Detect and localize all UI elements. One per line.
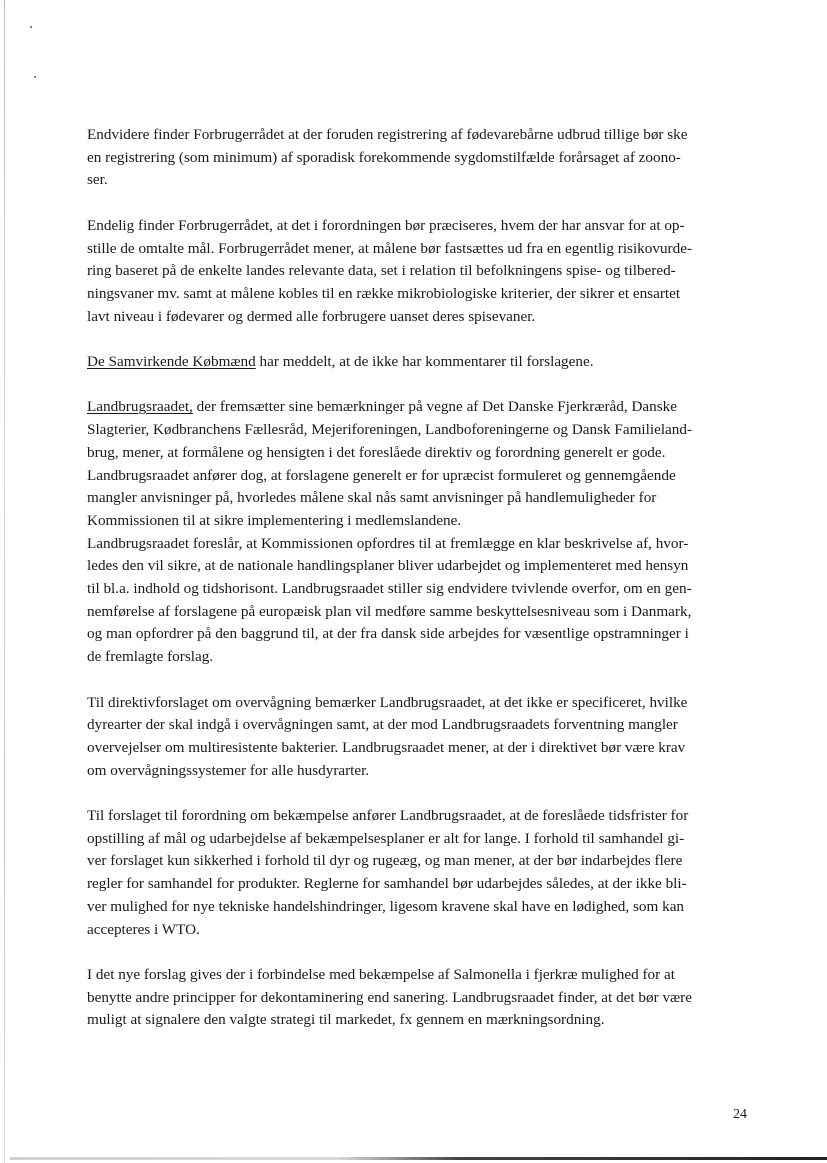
text-segment: der fremsætter sine bemærkninger på vegne af Det Danske Fjerkræråd, Danske	[192, 398, 678, 416]
text-segment: har meddelt, at de ikke har kommentarer til forslagene.	[255, 353, 594, 370]
text-line: ver mulighed for nye tekniske handelshindringer, ligesom kravene skal have en lødighed, som kan	[87, 897, 685, 915]
text-line	[87, 396, 747, 419]
text-line: Kommissionen til at sikre implementering i medlemslandene.	[87, 511, 462, 529]
organization-name-underlined: Landbrugsraadet,	[87, 398, 193, 416]
text-line: ver forslaget kun sikkerhed i forhold til dyr og rugeæg, og man mener, at der bør indarbejdes flere	[87, 852, 683, 870]
page-number: 24	[733, 1107, 747, 1122]
text-line: Landbrugsraadet anfører dog, at forslagene generelt er for upræcist formuleret og gennemgående	[87, 466, 676, 484]
text-line: til bl.a. indhold og tidshorisont. Landbrugsraadet stiller sig endvidere tvivlende overfor, om en gen-	[87, 580, 692, 598]
paragraph-samvirkende-koebmaend	[87, 351, 747, 374]
text-line: regler for samhandel for produkter. Reglerne for samhandel bør udarbejdes således, at der ikke bli-	[87, 875, 687, 893]
text-line: opstilling af mål og udarbejdelse af bekæmpelsesplaner er alt for lange. I forhold til samhandel gi-	[87, 829, 685, 847]
text-line: stille de omtalte mål. Forbrugerrådet mener, at målene bør fastsættes ud fra en egentlig risikovurde-	[87, 239, 693, 257]
text-line: de fremlagte forslag.	[87, 648, 214, 666]
paragraph-forbrugerraadet-registrering	[87, 124, 747, 192]
organization-name-underlined: De Samvirkende Købmænd	[87, 353, 256, 370]
text-line: ring baseret på de enkelte landes relevante data, set i relation til befolkningens spise- og tilbered-	[87, 262, 676, 280]
text-line	[87, 351, 747, 374]
paragraph-forbrugerraadet-ansvar	[87, 215, 747, 329]
scan-margin-line	[4, 0, 5, 1163]
text-line: nemførelse af forslagene på europæisk plan vil medføre samme beskyttelsesniveau som i Danmark,	[87, 602, 692, 620]
text-line: mangler anvisninger på, hvorledes målene skal nås samt anvisninger på handlemuligheder for	[87, 489, 657, 507]
scan-speck	[34, 76, 36, 78]
text-line: I det nye forslag gives der i forbindelse med bekæmpelse af Salmonella i fjerkræ mulighed for at	[87, 965, 675, 983]
text-line: ledes den vil sikre, at de nationale handlingsplaner bliver udarbejdet og implementeret med hensyn	[87, 557, 689, 575]
paragraph-landbrugsraadet-generelt	[87, 396, 747, 668]
text-line: om overvågningssystemer for alle husdyrarter.	[87, 761, 370, 779]
text-line: lavt niveau i fødevarer og dermed alle forbrugere uanset deres spisevaner.	[87, 307, 536, 325]
text-line: benytte andre principper for dekontaminering end sanering. Landbrugsraadet finder, at det bør være	[87, 988, 692, 1006]
text-line: Landbrugsraadet foreslår, at Kommissionen opfordres til at fremlægge en klar beskrivelse af, hvor-	[87, 534, 689, 552]
text-line: overvejelser om multiresistente bakterier. Landbrugsraadet mener, at der i direktivet bør være krav	[87, 738, 686, 756]
text-line: en registrering (som minimum) af sporadisk forekommende sygdomstilfælde forårsaget af zoono-	[87, 148, 681, 166]
text-line: accepteres i WTO.	[87, 920, 200, 938]
text-line: Til forslaget til forordning om bekæmpelse anfører Landbrugsraadet, at de foreslåede tidsfrister for	[87, 807, 689, 825]
scan-bottom-edge	[10, 1157, 827, 1160]
body-text	[87, 124, 747, 1055]
text-line: dyrearter der skal indgå i overvågningen samt, at der mod Landbrugsraadets forventning mangler	[87, 716, 678, 734]
text-line: Endvidere finder Forbrugerrådet at der foruden registrering af fødevarebårne udbrud tillige bør ske	[87, 126, 688, 143]
text-line: Til direktivforslaget om overvågning bemærker Landbrugsraadet, at det ikke er specificeret, hvilke	[87, 693, 688, 711]
text-line: og man opfordrer på den baggrund til, at der fra dansk side arbejdes for væsentlige opstramninger i	[87, 625, 689, 643]
text-line: brug, mener, at formålene og hensigten i det foreslåede direktiv og forordning generelt er gode.	[87, 443, 666, 461]
paragraph-forordning-bekaempelse	[87, 805, 747, 941]
text-line: ser.	[87, 171, 108, 189]
text-line: Slagterier, Kødbranchens Fællesråd, Mejeriforeningen, Landboforeningerne og Dansk Familieland-	[87, 421, 693, 439]
paragraph-direktivforslag-overvaagning	[87, 692, 747, 783]
text-line: Endelig finder Forbrugerrådet, at det i forordningen bør præciseres, hvem der har ansvar for at op-	[87, 216, 685, 234]
text-line: muligt at signalere den valgte strategi til markedet, fx gennem en mærkningsordning.	[87, 1011, 605, 1029]
scan-speck	[30, 26, 32, 28]
text-line: ningsvaner mv. samt at målene kobles til en række mikrobiologiske kriterier, der sikrer et ensartet	[87, 284, 681, 302]
paragraph-salmonella-dekontaminering	[87, 964, 747, 1032]
